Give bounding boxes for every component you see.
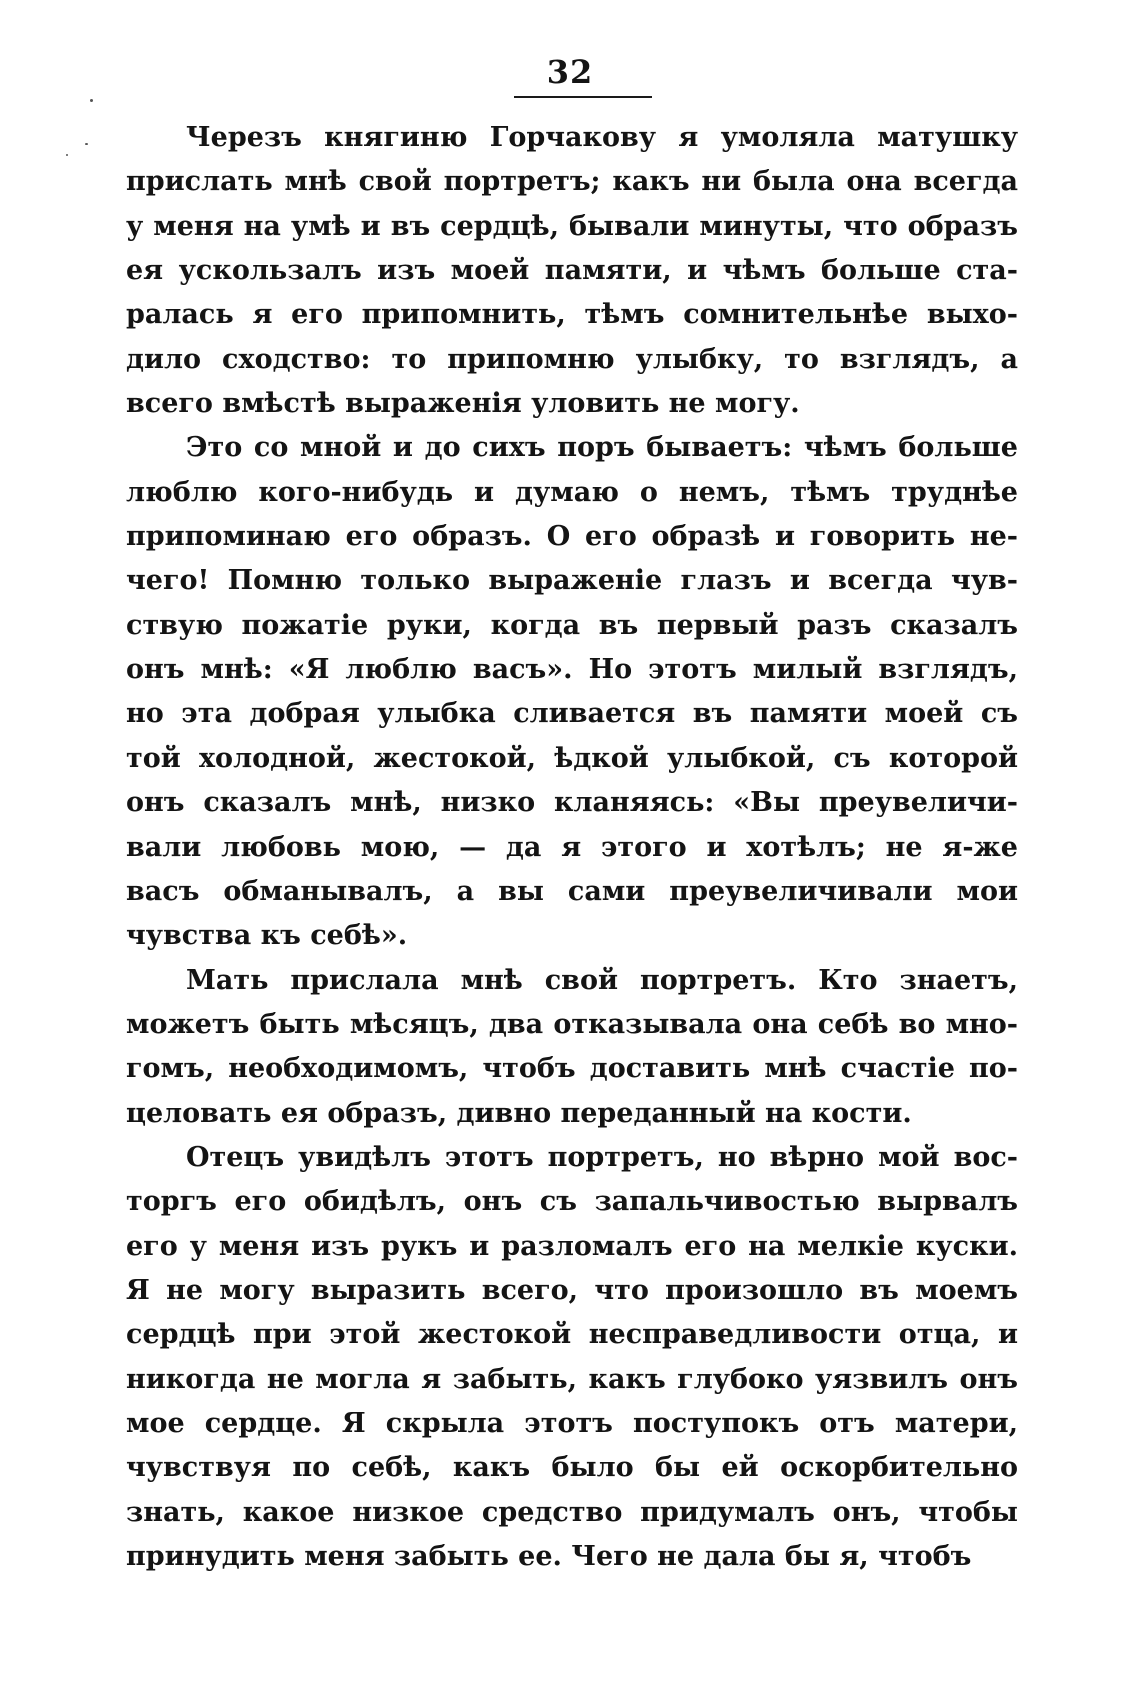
print-speck — [85, 143, 88, 145]
text-line: Мать прислала мнѣ свой портретъ. Кто знаетъ, — [186, 964, 1018, 996]
text-line: сердцѣ при этой жестокой несправедливости отца, и — [126, 1319, 1018, 1351]
text-line: онъ сказалъ мнѣ, низко кланяясь: «Вы преувеличи- — [126, 787, 1018, 819]
text-line: всего вмѣстѣ выраженія уловить не могу. — [126, 388, 800, 420]
text-line: знать, какое низкое средство придумалъ онъ, чтобы — [126, 1496, 1018, 1528]
text-line: Я не могу выразить всего, что произошло въ моемъ — [126, 1274, 1018, 1306]
text-line: Это со мной и до сихъ поръ бываетъ: чѣмъ больше — [186, 432, 1018, 464]
text-line: ея ускользалъ изъ моей памяти, и чѣмъ больше ста- — [126, 255, 1018, 287]
text-line: чего! Помню только выраженіе глазъ и всегда чув- — [126, 565, 1018, 597]
text-line: припоминаю его образъ. О его образѣ и говорить не- — [126, 521, 1018, 553]
text-line: но эта добрая улыбка сливается въ памяти моей съ — [126, 698, 1018, 730]
text-line: торгъ его обидѣлъ, онъ съ запальчивостью вырвалъ — [126, 1186, 1018, 1218]
text-line: чувства къ себѣ». — [126, 920, 408, 952]
text-line: онъ мнѣ: «Я люблю васъ». Но этотъ милый взглядъ, — [126, 654, 1018, 686]
print-speck — [66, 154, 68, 156]
text-line: ствую пожатіе руки, когда въ первый разъ сказалъ — [126, 609, 1018, 641]
text-line: прислать мнѣ свой портретъ; какъ ни была она всегда — [126, 166, 1018, 198]
text-line: целовать ея образъ, дивно переданный на кости. — [126, 1097, 912, 1129]
text-line: принудить меня забыть ее. Чего не дала бы я, чтобъ — [126, 1541, 972, 1572]
text-line: можетъ быть мѣсяцъ, два отказывала она себѣ во мно- — [126, 1008, 1018, 1040]
text-line: Отецъ увидѣлъ этотъ портретъ, но вѣрно мой вос- — [186, 1141, 1018, 1173]
text-line: люблю кого-нибудь и думаю о немъ, тѣмъ труднѣе — [126, 476, 1018, 508]
text-line: мое сердце. Я скрыла этотъ поступокъ отъ матери, — [126, 1407, 1018, 1439]
text-line: Черезъ княгиню Горчакову я умоляла матушку — [186, 122, 1018, 153]
text-line: ралась я его припомнить, тѣмъ сомнительнѣе выхо- — [126, 299, 1018, 331]
text-line: гомъ, необходимомъ, чтобъ доставить мнѣ счастіе по- — [126, 1053, 1018, 1085]
text-line: той холодной, жестокой, ѣдкой улыбкой, съ которой — [126, 742, 1018, 774]
text-line: васъ обманывалъ, а вы сами преувеличивали мои — [126, 875, 1018, 907]
text-line: чувствуя по себѣ, какъ было бы ей оскорбительно — [126, 1452, 1018, 1484]
text-line: никогда не могла я забыть, какъ глубоко уязвилъ онъ — [126, 1363, 1018, 1395]
text-line: вали любовь мою, — да я этого и хотѣлъ; не я-же — [126, 831, 1018, 863]
header-rule — [514, 96, 652, 98]
text-line: дило сходство: то припомню улыбку, то взглядъ, а — [126, 343, 1018, 375]
page-number: 32 — [546, 53, 594, 91]
text-line: его у меня изъ рукъ и разломалъ его на мелкіе куски. — [126, 1230, 1018, 1262]
body-text — [126, 116, 1018, 1579]
text-line: у меня на умѣ и въ сердцѣ, бывали минуты, что образъ — [126, 210, 1018, 242]
print-speck — [90, 99, 93, 102]
